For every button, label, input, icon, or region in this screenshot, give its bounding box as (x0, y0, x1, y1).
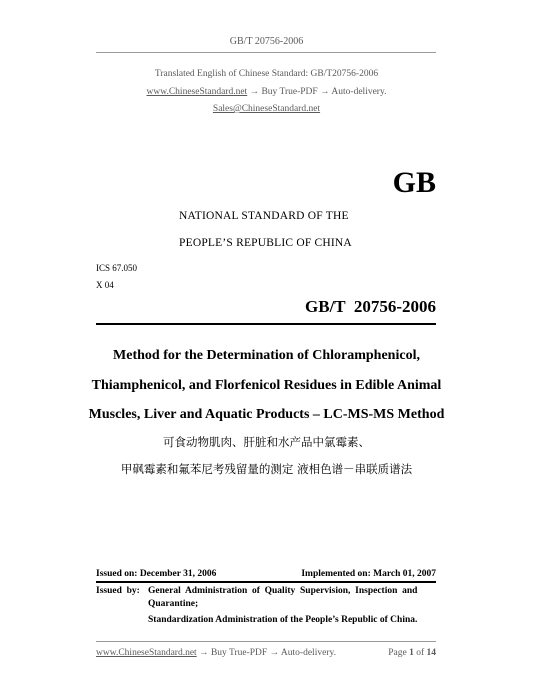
footer-buy-pdf-text: Buy True-PDF (210, 648, 268, 658)
implemented-on: Implemented on: March 01, 2007 (301, 569, 436, 579)
footer-rule (96, 641, 436, 642)
footer-links (96, 648, 336, 658)
title-en-line2: Thiamphenicol, and Florfenicol Residues in Edible Animal (91, 378, 442, 393)
issue-rule (96, 581, 436, 583)
translation-notice: Translated English of Chinese Standard: GB/T20756-2006 (154, 69, 379, 79)
title-cn-line1: 可食动物肌肉、肝脏和水产品中氯霉素、 (163, 435, 370, 449)
ics-code: ICS 67.050 (96, 263, 138, 273)
arrow-right-icon: → (320, 87, 330, 97)
classification-code: X 04 (96, 280, 114, 290)
issued-on: Issued on: December 31, 2006 (96, 569, 217, 579)
title-en-line3: Muscles, Liver and Aquatic Products – LC-MS-MS Method (88, 407, 445, 422)
header-rule (96, 52, 436, 53)
site-link[interactable]: www.ChineseStandard.net (146, 87, 248, 97)
email-line (0, 104, 533, 114)
issued-by-label: Issued by: (96, 586, 140, 596)
title-en-line1: Method for the Determination of Chloramphenicol, (113, 348, 420, 363)
national-standard-line1: NATIONAL STANDARD OF THE (179, 210, 349, 222)
national-standard-line2: PEOPLE’S REPUBLIC OF CHINA (179, 237, 352, 249)
title-cn-line2: 甲砜霉素和氟苯尼考残留量的测定 液相色谱－串联质谱法 (120, 462, 413, 476)
issued-by-authority-2: Standardization Administration of the People’s Republic of China. (148, 615, 418, 625)
auto-delivery-text: Auto-delivery. (331, 87, 387, 97)
arrow-right-icon: → (269, 648, 280, 658)
standard-number: GB/T 20756-2006 (305, 297, 436, 316)
page-total: 14 (426, 648, 436, 658)
arrow-right-icon: → (249, 87, 260, 97)
footer-site-link[interactable]: www.ChineseStandard.net (96, 648, 197, 658)
page-indicator (388, 648, 436, 658)
standard-number-rule (96, 323, 436, 325)
gb-mark: GB (392, 166, 436, 199)
arrow-right-icon: → (199, 648, 209, 658)
issued-by-authority-1-cont: Quarantine; (148, 599, 199, 609)
page-label: Page (388, 648, 407, 658)
page-number: 1 (409, 648, 414, 658)
buy-pdf-text: Buy True-PDF (261, 87, 318, 97)
translation-links (0, 87, 533, 97)
issued-by-authority-1: General Administration of Quality Supervision, Inspection and (148, 586, 418, 596)
of-label: of (416, 648, 425, 658)
footer-auto-delivery-text: Auto-delivery. (280, 648, 336, 658)
running-header: GB/T 20756-2006 (229, 36, 304, 47)
email-link[interactable]: Sales@ChineseStandard.net (212, 104, 321, 114)
